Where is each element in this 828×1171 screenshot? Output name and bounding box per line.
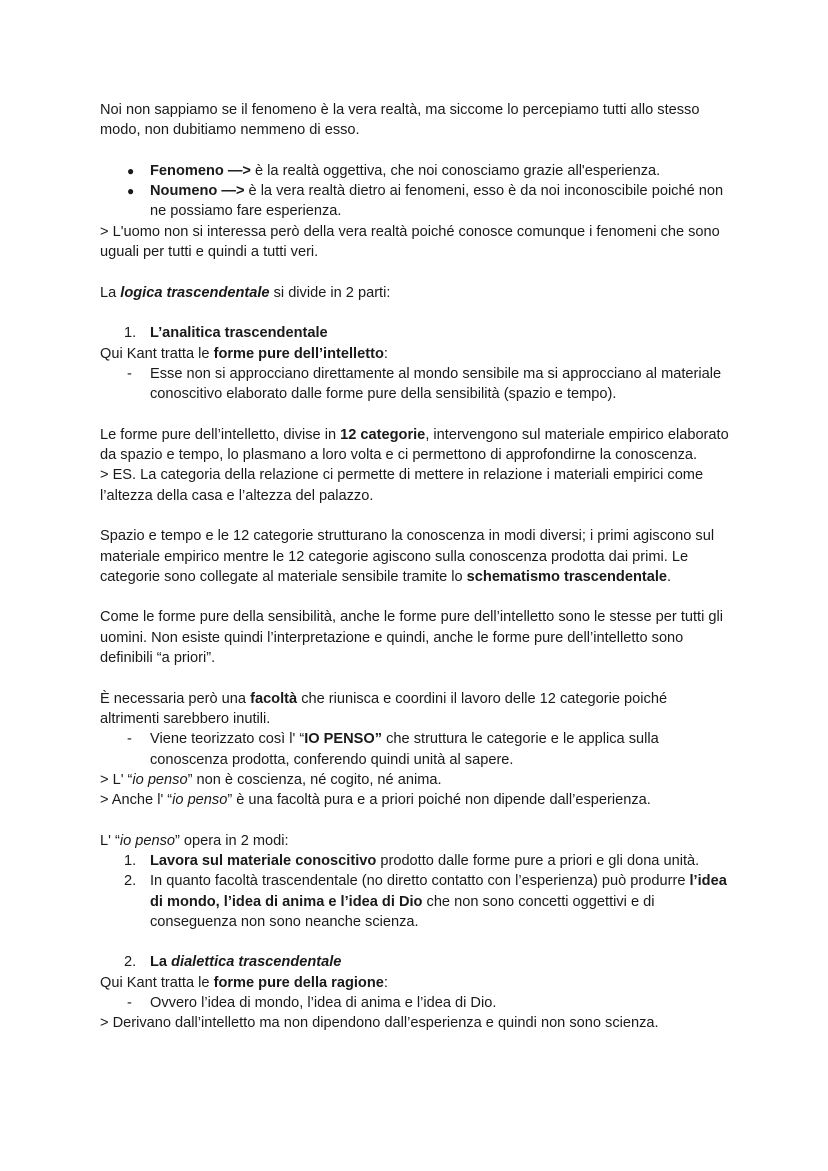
bold-text: Fenomeno —> (150, 162, 251, 179)
paragraph (100, 344, 730, 364)
bold-text: La (150, 954, 172, 971)
text-run: è la vera realtà dietro ai fenomeni, esso è da noi inconoscibile poiché non ne possiamo fare esperienza. (150, 183, 724, 220)
bold-text: IO PENSO” (304, 731, 383, 748)
text-run: si divide in 2 parti: (269, 284, 391, 301)
text-run: : (383, 345, 388, 362)
text-run: Qui Kant tratta le (100, 974, 214, 991)
paragraph (100, 425, 730, 466)
bullet-item (100, 181, 730, 222)
paragraph (100, 790, 730, 810)
bold-text: Noumeno —> (150, 183, 245, 200)
text-run: . (667, 568, 672, 585)
text-run: > L'uomo non si interessa però della vera realtà poiché conosce comunque i fenomeni che sono uguali per tutti e quindi a tutti veri. (100, 223, 720, 261)
italic-text: io penso (172, 792, 228, 809)
text-run: > L' “ (100, 771, 133, 788)
text-run: prodotto dalle forme pure a priori e gli dona unità. (376, 852, 700, 869)
bold-text: l’idea di mondo, l’idea di anima e l’idea di Dio (150, 873, 727, 910)
bold-text: forme pure dell’intelletto (213, 345, 384, 362)
text-run: Noi non sappiamo se il fenomeno è la vera realtà, ma siccome lo percepiamo tutti allo stesso modo, non dubitiamo nemmeno di esso. (100, 102, 700, 139)
text-run: ” non è coscienza, né cogito, né anima. (187, 771, 442, 788)
text-run: ” è una facoltà pura e a priori poiché non dipende dall’esperienza. (227, 792, 651, 809)
paragraph (100, 100, 730, 141)
paragraph (100, 465, 730, 506)
list-marker: - (127, 731, 132, 748)
numbered-item (100, 952, 730, 972)
text-run: ” opera in 2 modi: (175, 832, 289, 849)
bullet-icon: ● (127, 163, 135, 178)
text-run: che struttura le categorie e le applica sulla conoscenza prodotta, conferendo quindi unità al sapere. (150, 731, 659, 768)
italic-text: io penso (132, 771, 188, 788)
italic-text: dialettica trascendentale (171, 954, 342, 971)
text-run: > Anche l' “ (100, 792, 173, 809)
list-marker: 1. (124, 325, 137, 342)
bold-text: forme pure della ragione (213, 974, 384, 991)
dash-item (100, 993, 730, 1013)
text-run: che non sono concetti oggettivi e di conseguenza non sono neanche scienza. (150, 893, 655, 930)
bold-text: facoltà (250, 690, 298, 707)
italic-text: logica trascendentale (120, 284, 270, 301)
bold-text: L’analitica trascendentale (150, 325, 328, 342)
text-run: L' “ (100, 832, 120, 849)
list-marker: - (127, 365, 132, 382)
numbered-item (100, 871, 730, 932)
italic-text: io penso (119, 832, 176, 849)
list-marker: 1. (124, 852, 137, 869)
numbered-item (100, 851, 730, 871)
paragraph (100, 973, 730, 993)
bold-text (120, 285, 269, 301)
text-run: che riunisca e coordini il lavoro delle 12 categorie poiché altrimenti sarebbero inutili. (100, 690, 668, 727)
paragraph (100, 526, 730, 587)
bold-text (171, 954, 341, 970)
document-page (100, 100, 730, 1034)
text-run: È necessaria però una (100, 690, 251, 707)
text-run: Le forme pure dell’intelletto, divise in (100, 426, 341, 443)
text-run: In quanto facoltà trascendentale (no diretto contatto con l’esperienza) può produrre (150, 873, 690, 890)
paragraph (100, 1013, 730, 1033)
paragraph (100, 607, 730, 668)
text-run: Viene teorizzato così l' “ (150, 731, 305, 748)
paragraph (100, 689, 730, 730)
text-run: > Derivano dall’intelletto ma non dipendono dall’esperienza e quindi non sono scienza. (100, 1015, 659, 1032)
paragraph (100, 222, 730, 263)
bold-text: schematismo trascendentale (466, 568, 668, 585)
bold-text: 12 categorie (340, 426, 426, 443)
text-run: : (383, 974, 388, 991)
text-run: è la realtà oggettiva, che noi conosciamo grazie all'esperienza. (250, 162, 661, 179)
text-run: , intervengono sul materiale empirico elaborato da spazio e tempo, lo plasmano a loro volta e ci permettono di approfondirne la conoscenza. (100, 426, 729, 464)
text-run: Spazio e tempo e le 12 categorie strutturano la conoscenza in modi diversi; i primi agiscono sul materiale empirico mentre le 12 categorie agiscono sulla conoscenza prodotta dai primi. Le categorie sono collegate al materiale sensibile tramite lo (100, 528, 715, 585)
text-run: Ovvero l’idea di mondo, l’idea di anima e l’idea di Dio. (150, 995, 497, 1012)
numbered-item (100, 323, 730, 343)
dash-item (100, 364, 730, 405)
text-run: La (100, 284, 121, 301)
list-marker: - (127, 995, 132, 1012)
text-run: Come le forme pure della sensibilità, anche le forme pure dell’intelletto sono le stesse per tutti gli uomini. Non esiste quindi l’interpretazione e quindi, anche le forme pure dell’intelletto sono definibili “a priori”. (100, 609, 723, 667)
bullet-icon: ● (127, 184, 135, 199)
dash-item (100, 729, 730, 770)
paragraph (100, 283, 730, 303)
list-marker: 2. (124, 954, 137, 971)
paragraph (100, 831, 730, 851)
bold-text: Lavora sul materiale conoscitivo (150, 852, 377, 869)
bullet-item (100, 161, 730, 181)
text-run: Qui Kant tratta le (100, 345, 214, 362)
paragraph (100, 770, 730, 790)
text-run: Esse non si approcciano direttamente al mondo sensibile ma si approcciano al materiale conoscitivo elaborato dalle forme pure della sensibilità (spazio e tempo). (150, 365, 722, 403)
text-run: > ES. La categoria della relazione ci permette di mettere in relazione i materiali empirici come l’altezza della casa e l’altezza del palazzo. (100, 467, 704, 504)
list-marker: 2. (124, 873, 137, 890)
